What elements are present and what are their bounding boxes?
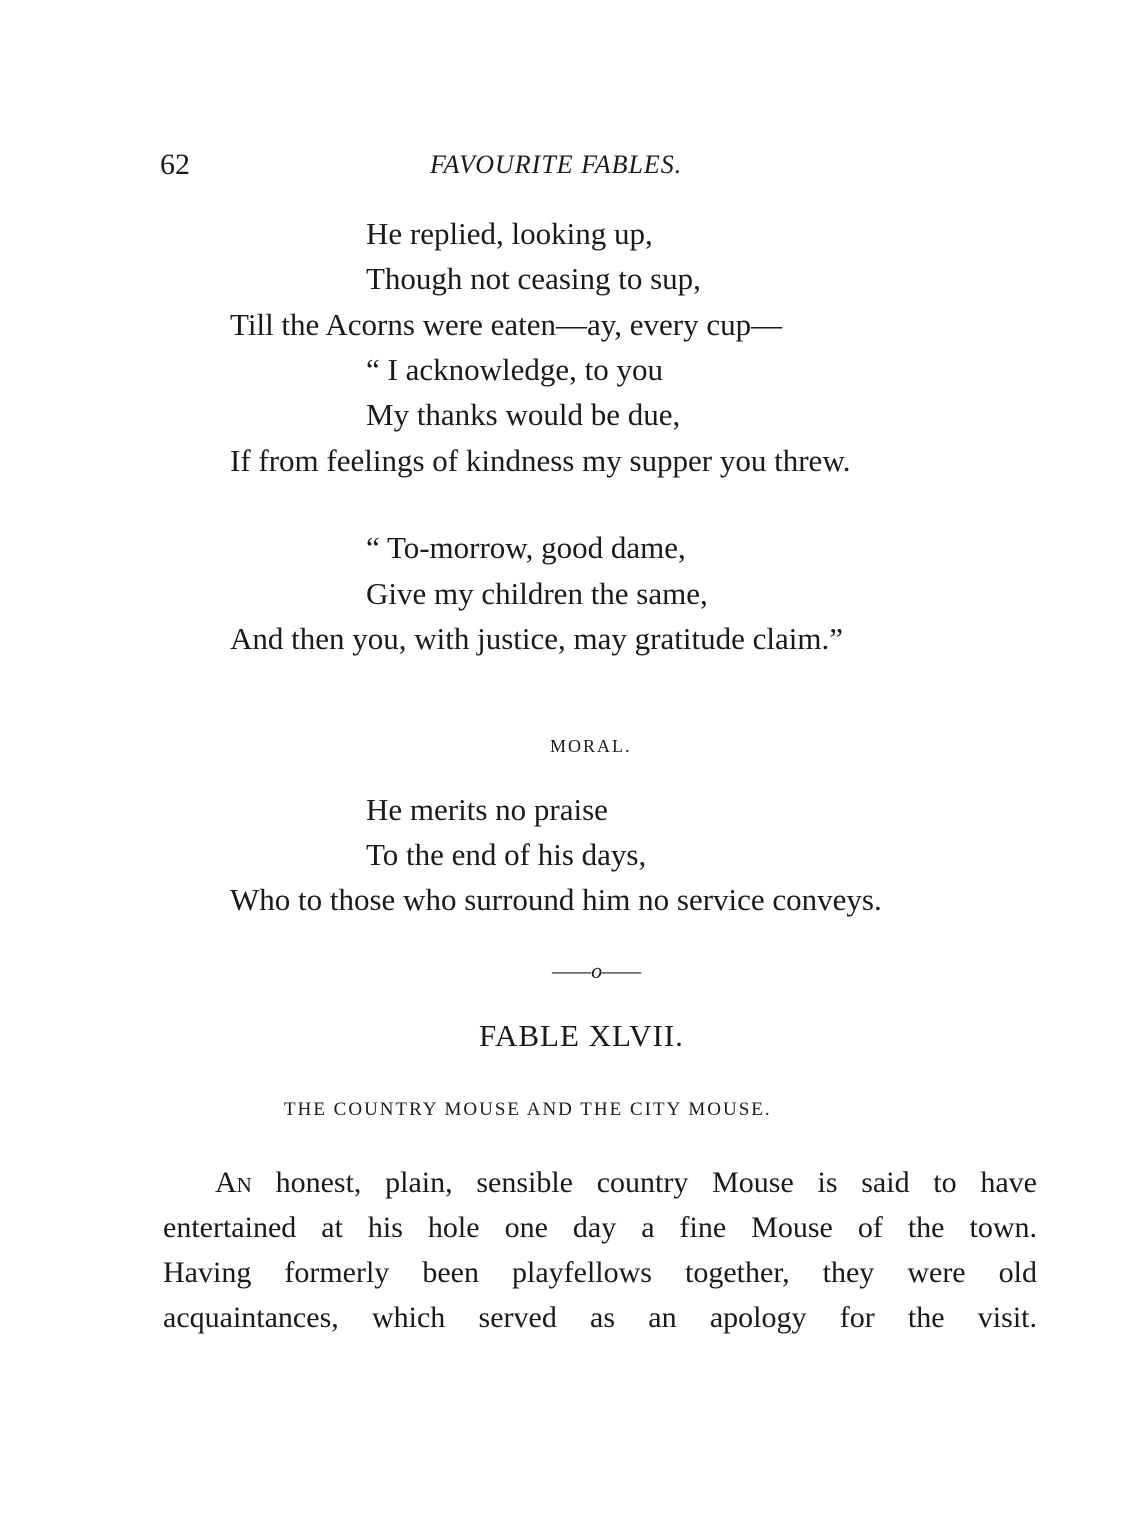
verse-line: Till the Acorns were eaten—ay, every cup— [230,307,783,342]
page-header [160,148,980,188]
verse-line: To the end of his days, [366,837,647,872]
running-title: FAVOURITE FABLES. [430,150,683,179]
section-divider: ——o—— [552,958,642,983]
verse-line: If from feelings of kindness my supper you threw. [230,443,851,478]
verse-line: “ I acknowledge, to you [366,352,663,387]
page-number: 62 [160,148,190,181]
prose-line-4: acquaintances, which served as an apology for the visit. [163,1301,1037,1334]
fable-title: FABLE XLVII. [479,1018,684,1053]
prose-line-text: honest, plain, sensible country Mouse is said to have [275,1166,1037,1199]
verse-line: Give my children the same, [366,576,708,611]
verse-line: “ To-morrow, good dame, [366,530,686,565]
verse-line: My thanks would be due, [366,397,681,432]
prose-line-2: entertained at his hole one day a fine Mouse of the town. [163,1211,1037,1244]
fable-subtitle: THE COUNTRY MOUSE AND THE CITY MOUSE. [284,1099,772,1120]
verse-line: He merits no praise [366,792,608,827]
verse-line: And then you, with justice, may gratitude claim.” [230,621,843,656]
moral-heading: MORAL. [550,736,632,756]
verse-line: Who to those who surround him no service conveys. [230,882,882,917]
prose-line-1 [215,1165,1037,1201]
verse-line: Though not ceasing to sup, [366,261,701,296]
verse-line: He replied, looking up, [366,216,653,251]
prose-line-3: Having formerly been playfellows together, they were old [163,1256,1037,1289]
drop-initial: An [215,1166,252,1199]
